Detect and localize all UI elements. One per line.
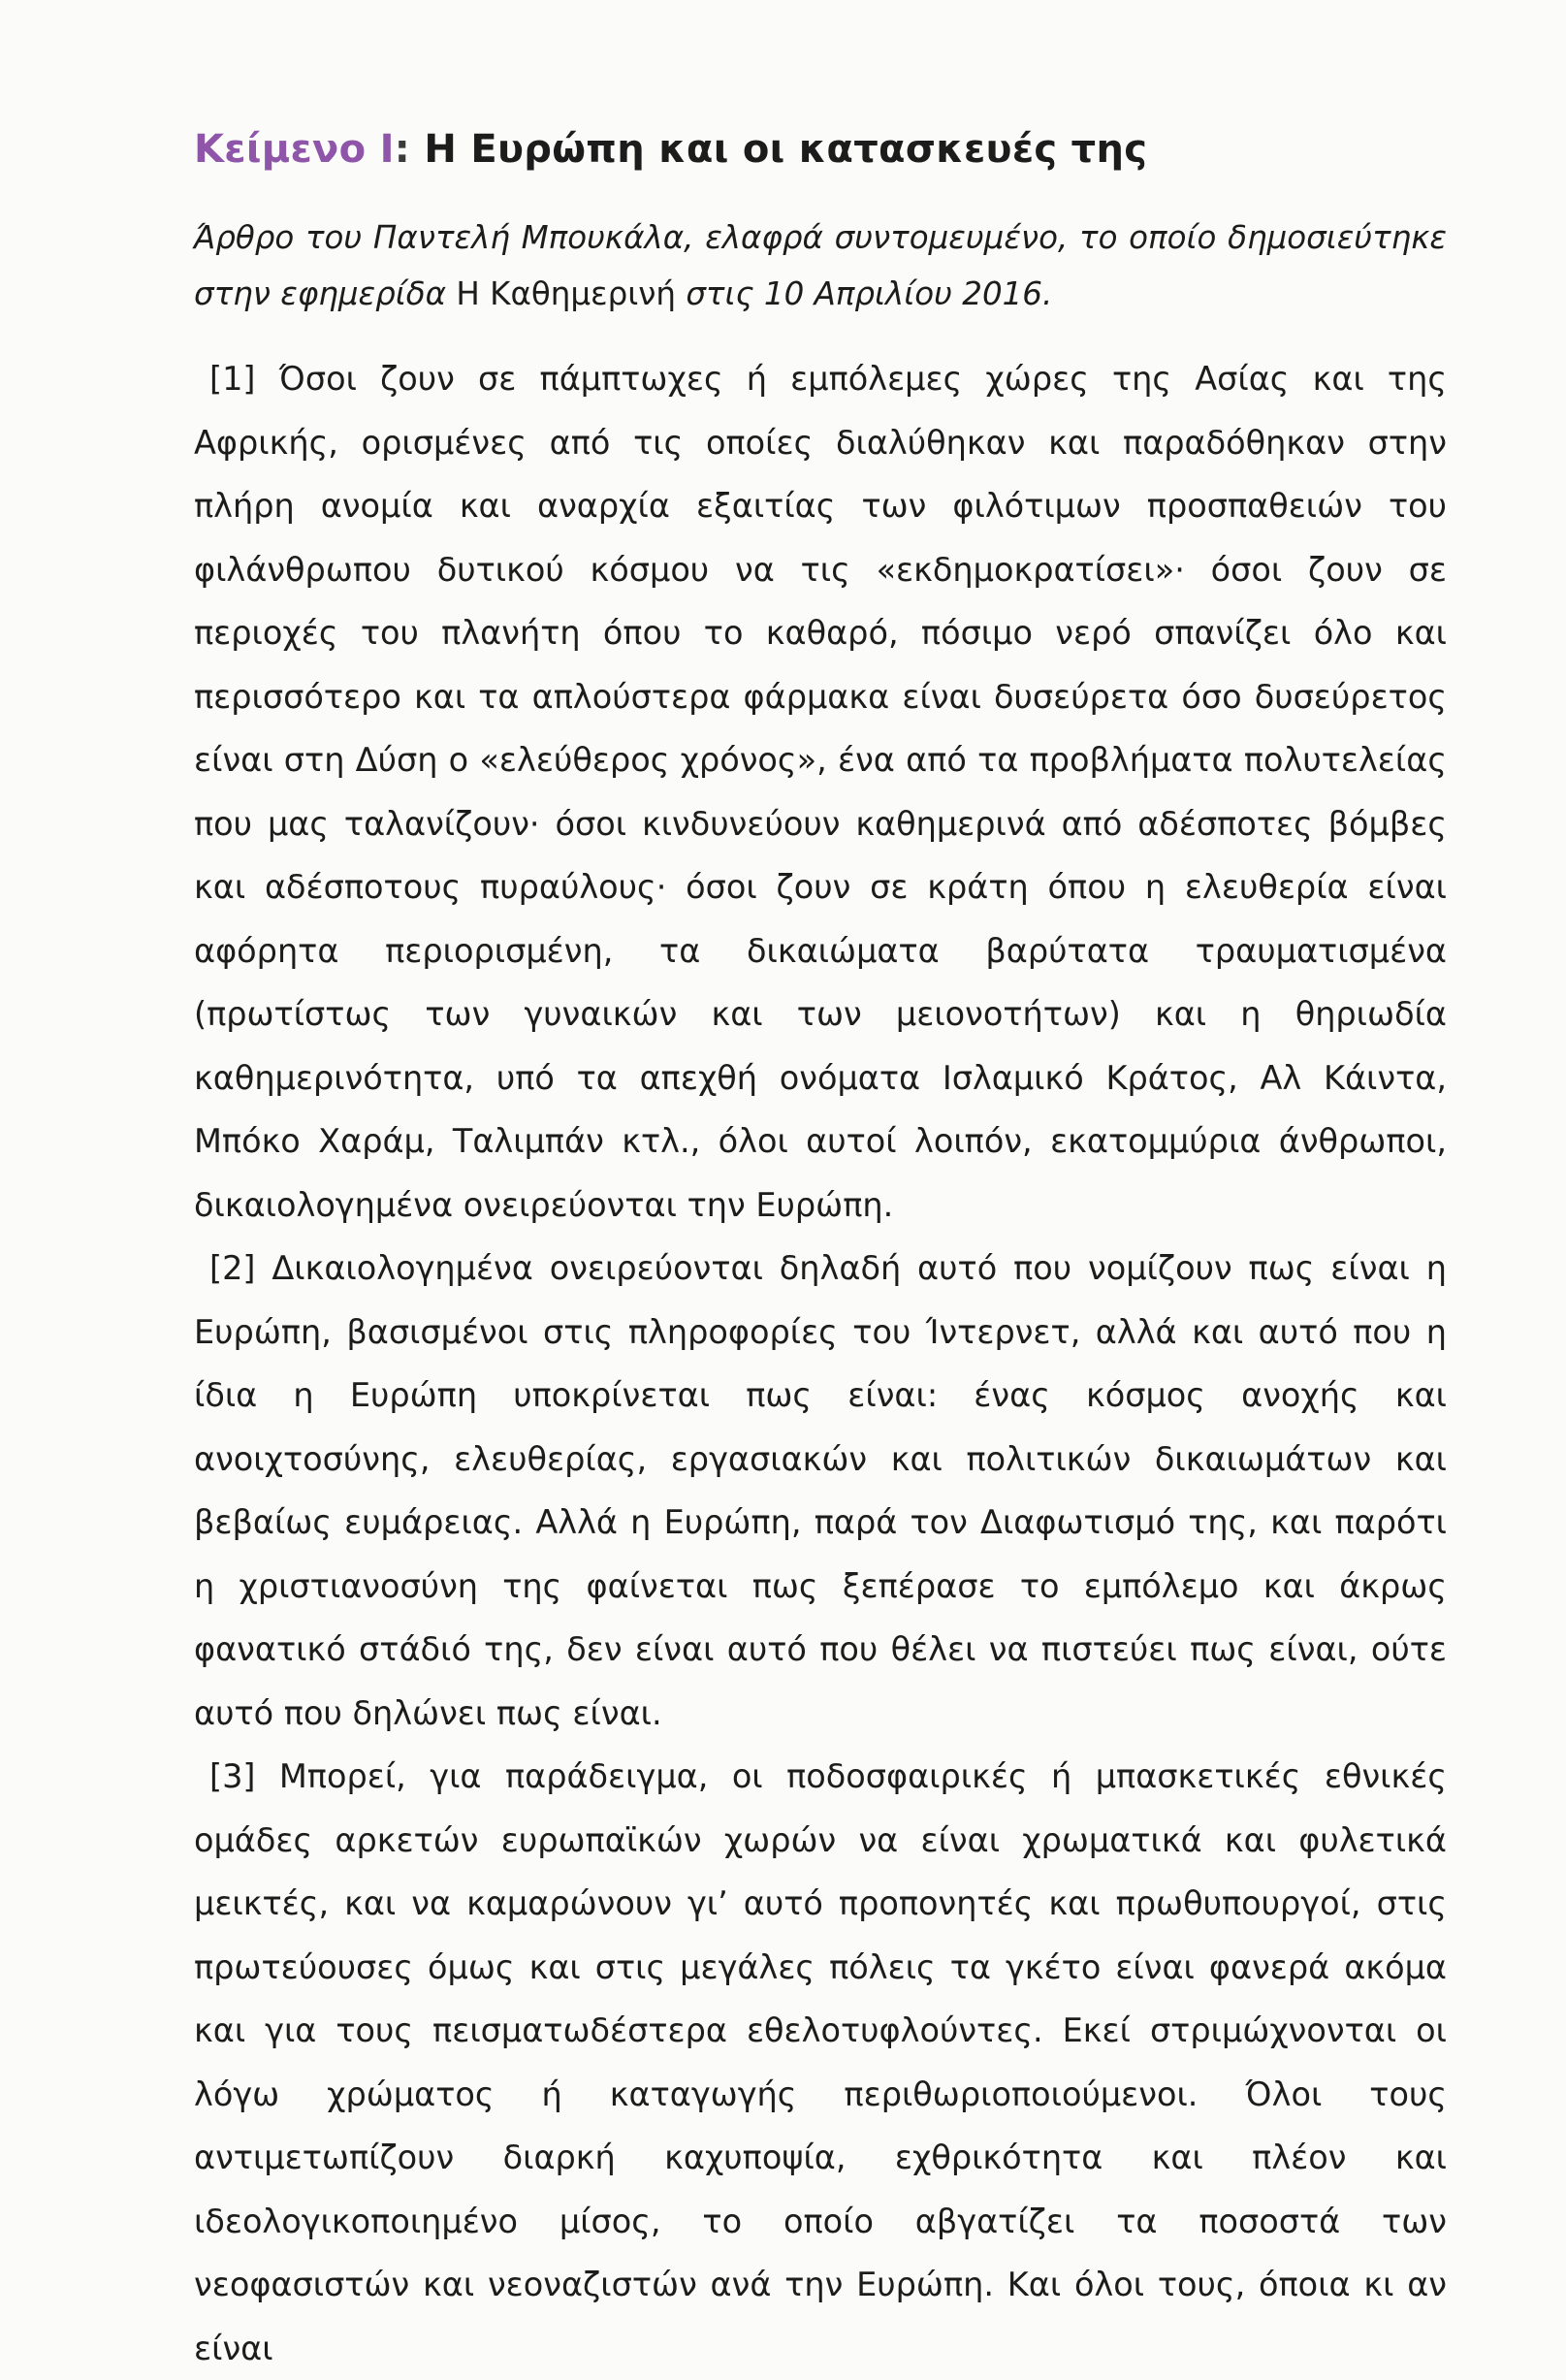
text-heading — [194, 124, 1447, 175]
article-source-note — [194, 209, 1447, 322]
text-title: Η Ευρώπη και οι κατασκευές της — [424, 127, 1148, 172]
paragraph-number: [1] — [209, 360, 256, 398]
text-label: Κείμενο Ι — [194, 127, 395, 172]
newspaper-name: Η Καθημερινή — [456, 275, 676, 312]
source-note-after: στις 10 Απριλίου 2016. — [676, 275, 1053, 312]
paragraph-number: [2] — [209, 1249, 256, 1287]
paragraph-text: Όσοι ζουν σε πάμπτωχες ή εμπόλεμες χώρες της Ασίας και της Αφρικής, ορισμένες από τις οποίες διαλύθηκαν και παραδόθηκαν στην πλήρη ανομία και αναρχία εξαιτίας των φιλότιμων προσπαθειών του φιλάνθρωπου δυτικού κόσμου να τις «εκδημοκρατίσει»· όσοι ζουν σε περιοχές του πλανήτη όπου το καθαρό, πόσιμο νερό σπανίζει όλο και περισσότερο και τα απλούστερα φάρμακα είναι δυσεύρετα όσο δυσεύρετος είναι στη Δύση ο «ελεύθερος χρόνος», ένα από τα προβλήματα πολυτελείας που μας ταλανίζουν· όσοι κινδυνεύουν καθημερινά από αδέσποτες βόμβες και αδέσποτους πυραύλους· όσοι ζουν σε κράτη όπου η ελευθερία είναι αφόρητα περιορισμένη, τα δικαιώματα βαρύτατα τραυματισμένα (πρωτίστως των γυναικών και των μειονοτήτων) και η θηριωδία καθημερινότητα, υπό τα απεχθή ονόματα Ισλαμικό Κράτος, Αλ Κάιντα, Μπόκο Χαράμ, Ταλιμπάν κτλ., όλοι αυτοί λοιπόν, εκατομμύρια άνθρωποι, δικαιολογημένα ονειρεύονται την Ευρώπη. — [194, 360, 1447, 1224]
paragraph-number: [3] — [209, 1757, 256, 1795]
paragraph-text: Μπορεί, για παράδειγμα, οι ποδοσφαιρικές ή μπασκετικές εθνικές ομάδες αρκετών ευρωπαϊκών χωρών να είναι χρωματικά και φυλετικά μεικτές, και να καμαρώνουν γι’ αυτό προπονητές και πρωθυπουργοί, στις πρωτεύουσες όμως και στις μεγάλες πόλεις τα γκέτο είναι φανερά ακόμα και για τους πεισματωδέστερα εθελοτυφλούντες. Εκεί στριμώχνονται οι λόγω χρώματος ή καταγωγής περιθωριοποιούμενοι. Όλοι τους αντιμετωπίζουν διαρκή καχυποψία, εχθρικότητα και πλέον και ιδεολογικοποιημένο μίσος, το οποίο αβγατίζει τα ποσοστά των νεοφασιστών και νεοναζιστών ανά την Ευρώπη. Και όλοι τους, όποια κι αν είναι — [194, 1757, 1447, 2367]
paragraph-text: Δικαιολογημένα ονειρεύονται δηλαδή αυτό που νομίζουν πως είναι η Ευρώπη, βασισμένοι στις πληροφορίες του Ίντερνετ, αλλά και αυτό που η ίδια η Ευρώπη υποκρίνεται πως είναι: ένας κόσμος ανοχής και ανοιχτοσύνης, ελευθερίας, εργασιακών και πολιτικών δικαιωμάτων και βεβαίως ευμάρειας. Αλλά η Ευρώπη, παρά τον Διαφωτισμό της, και παρότι η χριστιανοσύνη της φαίνεται πως ξεπέρασε το εμπόλεμο και άκρως φανατικό στάδιό της, δεν είναι αυτό που θέλει να πιστεύει πως είναι, ούτε αυτό που δηλώνει πως είναι. — [194, 1249, 1447, 1732]
paragraph-1 — [194, 347, 1447, 1237]
article-body — [194, 347, 1447, 2380]
heading-colon: : — [394, 127, 411, 172]
paragraph-3 — [194, 1745, 1447, 2380]
document-page — [194, 124, 1447, 2380]
paragraph-2 — [194, 1237, 1447, 1745]
source-note-before: Άρθρο του Παντελή Μπουκάλα, ελαφρά συντομευμένο, το οποίο δημοσιεύτηκε στην εφημερίδα — [194, 219, 1447, 312]
